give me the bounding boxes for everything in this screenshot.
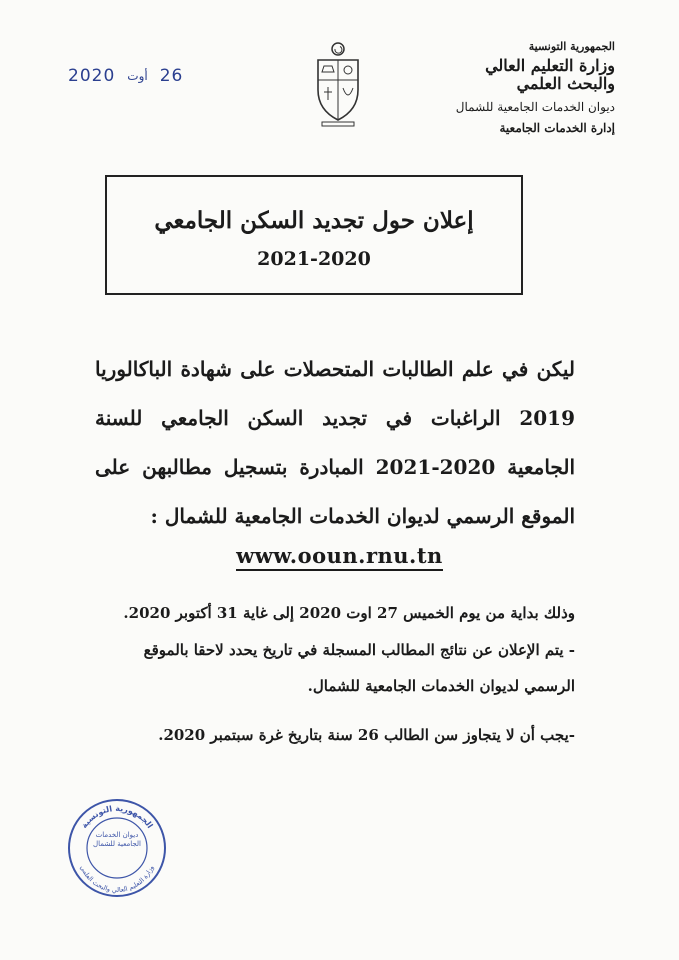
date-stamp xyxy=(68,66,183,86)
note-registration-period: وذلك بداية من يوم الخميس 27 اوت 2020 إلى غاية 31 أكتوبر 2020. xyxy=(123,604,575,622)
letterhead xyxy=(405,40,615,136)
stamp-inner-text: ديوان الخدمات الجامعية للشمال xyxy=(93,831,141,848)
notes xyxy=(95,600,575,748)
stamp-outer-top-text: الجمهورية التونسية xyxy=(79,803,155,830)
date-day: 26 xyxy=(159,66,184,86)
academic-years: 2021-2020 xyxy=(257,248,371,270)
ministry-name-line2: والبحث العلمي xyxy=(516,73,615,93)
website-url xyxy=(0,543,679,568)
stamp-outer-bottom-text: وزارة التعليم العالي والبحث العلمي xyxy=(78,864,156,895)
announcement-title-box xyxy=(105,175,523,295)
announcement-body: ليكن في علم الطالبات المتحصلات على شهادة الباكالوريا 2019 الراغبات في تجديد السكن الجامعي للسنة الجامعية 2020-2021 المبادرة بتسجيل مطالبهن على الموقع الرسمي لديوان الخدمات الجامعية للشمال : xyxy=(95,357,575,528)
tunisia-coat-of-arms-icon xyxy=(310,40,366,128)
announcement-title: إعلان حول تجديد السكن الجامعي xyxy=(154,207,474,234)
office-name: ديوان الخدمات الجامعية للشمال xyxy=(455,99,615,114)
svg-text:وزارة التعليم العالي والبحث ال xyxy=(79,864,156,894)
republic-name: الجمهورية التونسية xyxy=(528,40,615,53)
note-results: - يتم الإعلان عن نتائج المطالب المسجلة في تاريخ يحدد لاحقا بالموقع الرسمي لديوان الخدمات الجامعية للشمال. xyxy=(143,641,575,695)
website-url-text: www.ooun.rnu.tn xyxy=(236,543,443,571)
official-round-stamp xyxy=(66,797,168,899)
ministry-name-line1: وزارة التعليم العالي xyxy=(485,55,615,75)
note-age-limit: -يجب أن لا يتجاوز سن الطالب 26 سنة بتاريخ غرة سبتمبر 2020. xyxy=(158,726,575,744)
department-name: إدارة الخدمات الجامعية xyxy=(499,120,615,135)
date-year: 2020 xyxy=(68,66,116,86)
date-month: أوت xyxy=(127,69,148,83)
